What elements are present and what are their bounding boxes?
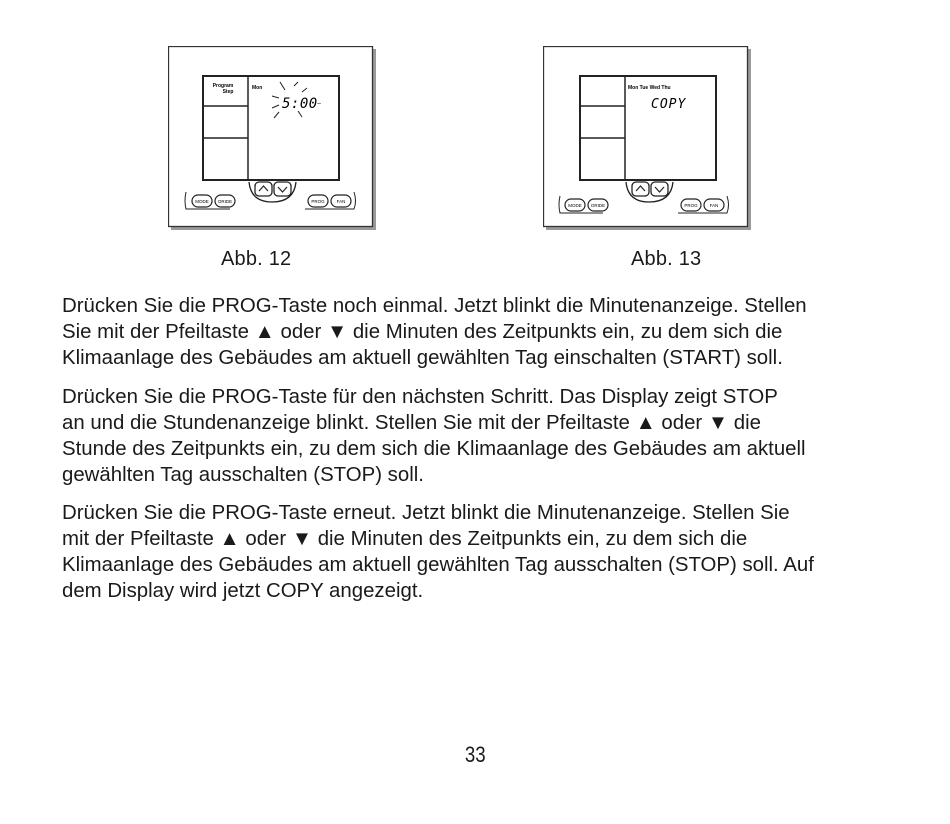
- mode-button[interactable]: [192, 195, 212, 207]
- program-step-label: Program: [212, 83, 234, 89]
- svg-text:ORIDE: ORIDE: [217, 199, 233, 204]
- lcd-screen: [580, 76, 716, 180]
- up-arrow-button[interactable]: [632, 182, 649, 196]
- fan-button[interactable]: [704, 199, 724, 211]
- down-arrow-button[interactable]: [274, 182, 291, 196]
- figure-abb-13: [543, 46, 752, 231]
- override-button[interactable]: [215, 195, 235, 207]
- prog-button[interactable]: [308, 195, 328, 207]
- svg-text:FAN: FAN: [709, 203, 719, 208]
- program-step-label-line2: Step: [222, 89, 234, 95]
- page-number: 33: [464, 742, 486, 767]
- svg-text:MODE: MODE: [195, 199, 209, 204]
- fan-button[interactable]: [331, 195, 351, 207]
- override-button[interactable]: [588, 199, 608, 211]
- svg-text:MODE: MODE: [568, 203, 582, 208]
- figure-abb-12: [168, 46, 377, 231]
- paragraph: Drücken Sie die PROG-Taste noch einmal. Jetzt blinkt die Minutenanzeige. Stellen Sie mit der Pfeiltaste ▲ oder ▼ die Minuten des Zeitpunkts ein, zu dem sich die Klimaanlage des Gebäudes am aktuell gewählten Tag einschalten (START) soll.: [62, 295, 807, 369]
- paragraph: Drücken Sie die PROG-Taste für den nächsten Schritt. Das Display zeigt STOP an und die Stundenanzeige blinkt. Stellen Sie mit der Pfeiltaste ▲ oder ▼ die Stunde des Zeitpunkts ein, zu dem sich die Klimaanlage des Gebäudes am aktuell gewählten Tag ausschalten (STOP) soll.: [62, 386, 806, 486]
- time-display: 5:00: [282, 96, 318, 112]
- time-display-suffix: ~: [317, 101, 322, 108]
- figure-caption-12: Abb. 12: [221, 248, 292, 270]
- figure-caption-13: Abb. 13: [631, 248, 702, 270]
- svg-text:ORIDE: ORIDE: [590, 203, 606, 208]
- day-label: Mon: [252, 85, 263, 91]
- instruction-text: [62, 293, 892, 617]
- paragraph: Drücken Sie die PROG-Taste erneut. Jetzt blinkt die Minutenanzeige. Stellen Sie mit der Pfeiltaste ▲ oder ▼ die Minuten des Zeitpunkts ein, zu dem sich die Klimaanlage des Gebäudes am aktuell gewählten Tag ausschalten (STOP) soll. Auf dem Display wird jetzt COPY angezeigt.: [62, 502, 814, 602]
- up-arrow-button[interactable]: [255, 182, 272, 196]
- thermostat-illustration: [543, 46, 752, 231]
- down-arrow-button[interactable]: [651, 182, 668, 196]
- prog-button[interactable]: [681, 199, 701, 211]
- svg-text:FAN: FAN: [336, 199, 346, 204]
- svg-text:PROG: PROG: [311, 199, 325, 204]
- thermostat-illustration: [168, 46, 377, 231]
- day-label: Mon Tue Wed Thu: [628, 85, 671, 91]
- svg-text:PROG: PROG: [684, 203, 698, 208]
- mode-button[interactable]: [565, 199, 585, 211]
- copy-display: COPY: [651, 97, 687, 112]
